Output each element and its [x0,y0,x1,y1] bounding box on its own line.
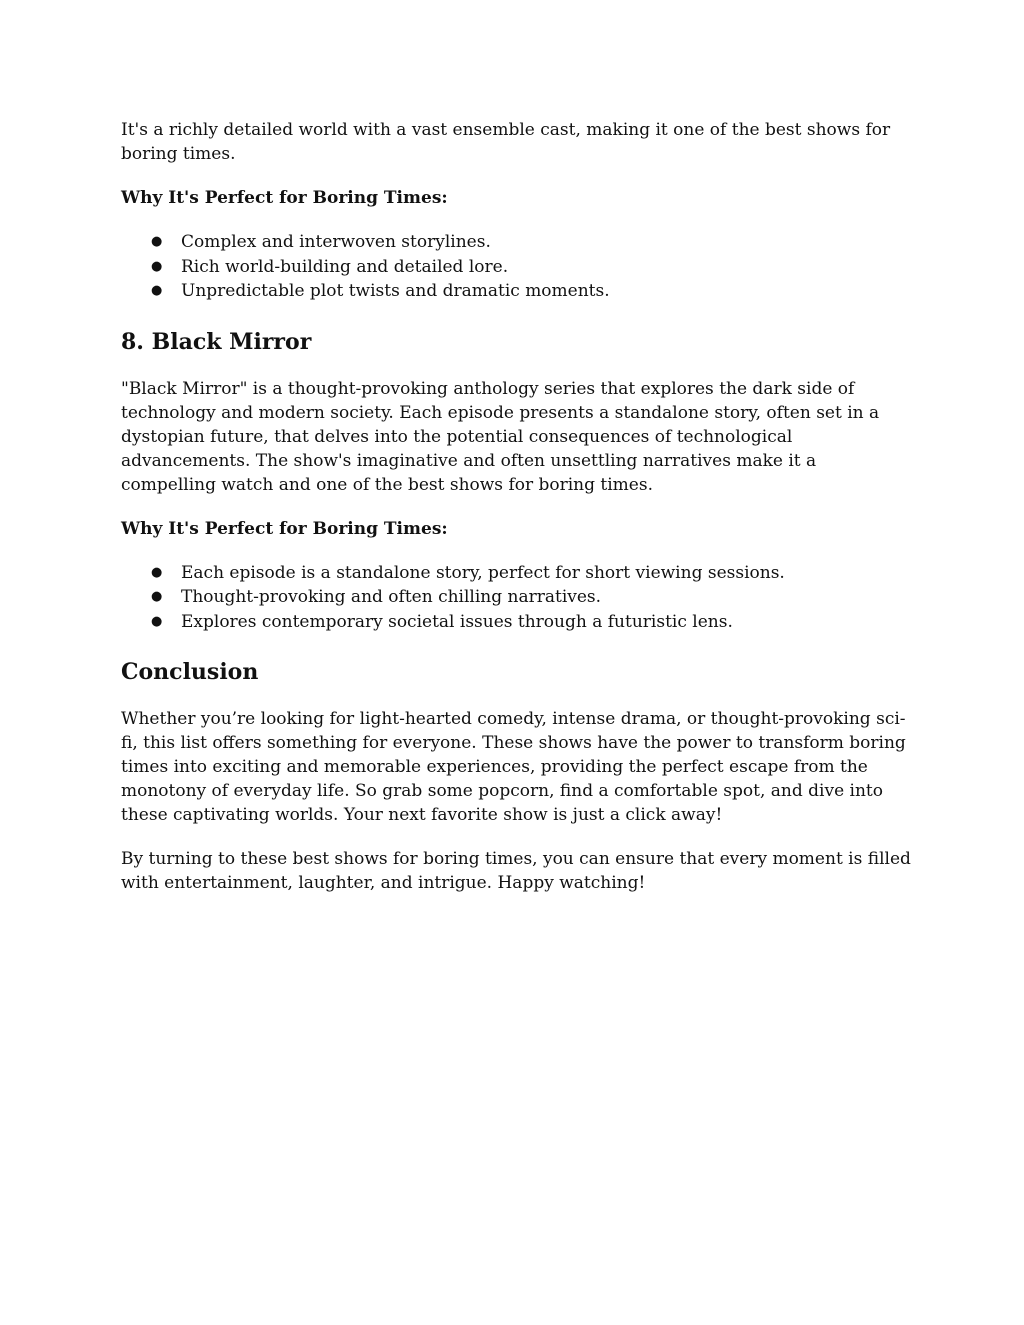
list-item-text: Unpredictable plot twists and dramatic moments. [181,281,610,301]
bullet-icon: ● [151,283,163,298]
list-item [121,279,911,304]
list-item-text: Rich world-building and detailed lore. [181,256,509,277]
bullet-icon: ● [151,589,163,604]
bullet-icon: ● [151,234,163,249]
intro-bullet-list [121,230,911,304]
conclusion-paragraph-1: Whether you’re looking for light-hearted comedy, intense drama, or thought-provoking sci-fi, this list offers something for everyone. These shows have the power to transform boring times into exciting and memorable experiences, providing the perfect escape from the monotony of everyday life. So grab some popcorn, find a comfortable spot, and dive into these captivating worlds. Your next favorite show is just a click away! [121,709,906,825]
list-item-text: Explores contemporary societal issues through a futuristic lens. [181,611,733,632]
list-item [121,610,911,635]
conclusion-heading: Conclusion [121,659,259,685]
conclusion-paragraph-2: By turning to these best shows for boring times, you can ensure that every moment is filled with entertainment, laughter, and intrigue. Happy watching! [121,849,911,893]
bullet-icon: ● [151,258,163,274]
list-item [121,255,911,280]
black-mirror-paragraph: "Black Mirror" is a thought-provoking anthology series that explores the dark side of technology and modern society. Each episode presents a standalone story, often set in a dystopian future, that delves into the potential consequences of technological advancements. The show's imaginative and often unsettling narratives make it a compelling watch and one of the best shows for boring times. [121,378,880,495]
black-mirror-bullet-list [121,561,911,635]
intro-paragraph: It's a richly detailed world with a vast ensemble cast, making it one of the best shows for boring times. [121,120,891,164]
list-item-text: Each episode is a standalone story, perfect for short viewing sessions. [181,562,785,583]
black-mirror-subheading: Why It's Perfect for Boring Times: [121,518,448,539]
intro-subheading: Why It's Perfect for Boring Times: [121,188,448,208]
list-item-text: Complex and interwoven storylines. [181,232,491,252]
list-item [121,585,911,610]
list-item [121,561,911,586]
black-mirror-heading: 8. Black Mirror [121,328,312,355]
bullet-icon: ● [151,564,163,580]
list-item-text: Thought-provoking and often chilling narratives. [181,587,602,607]
bullet-icon: ● [151,613,163,629]
document-page [121,118,911,915]
list-item [121,230,911,255]
